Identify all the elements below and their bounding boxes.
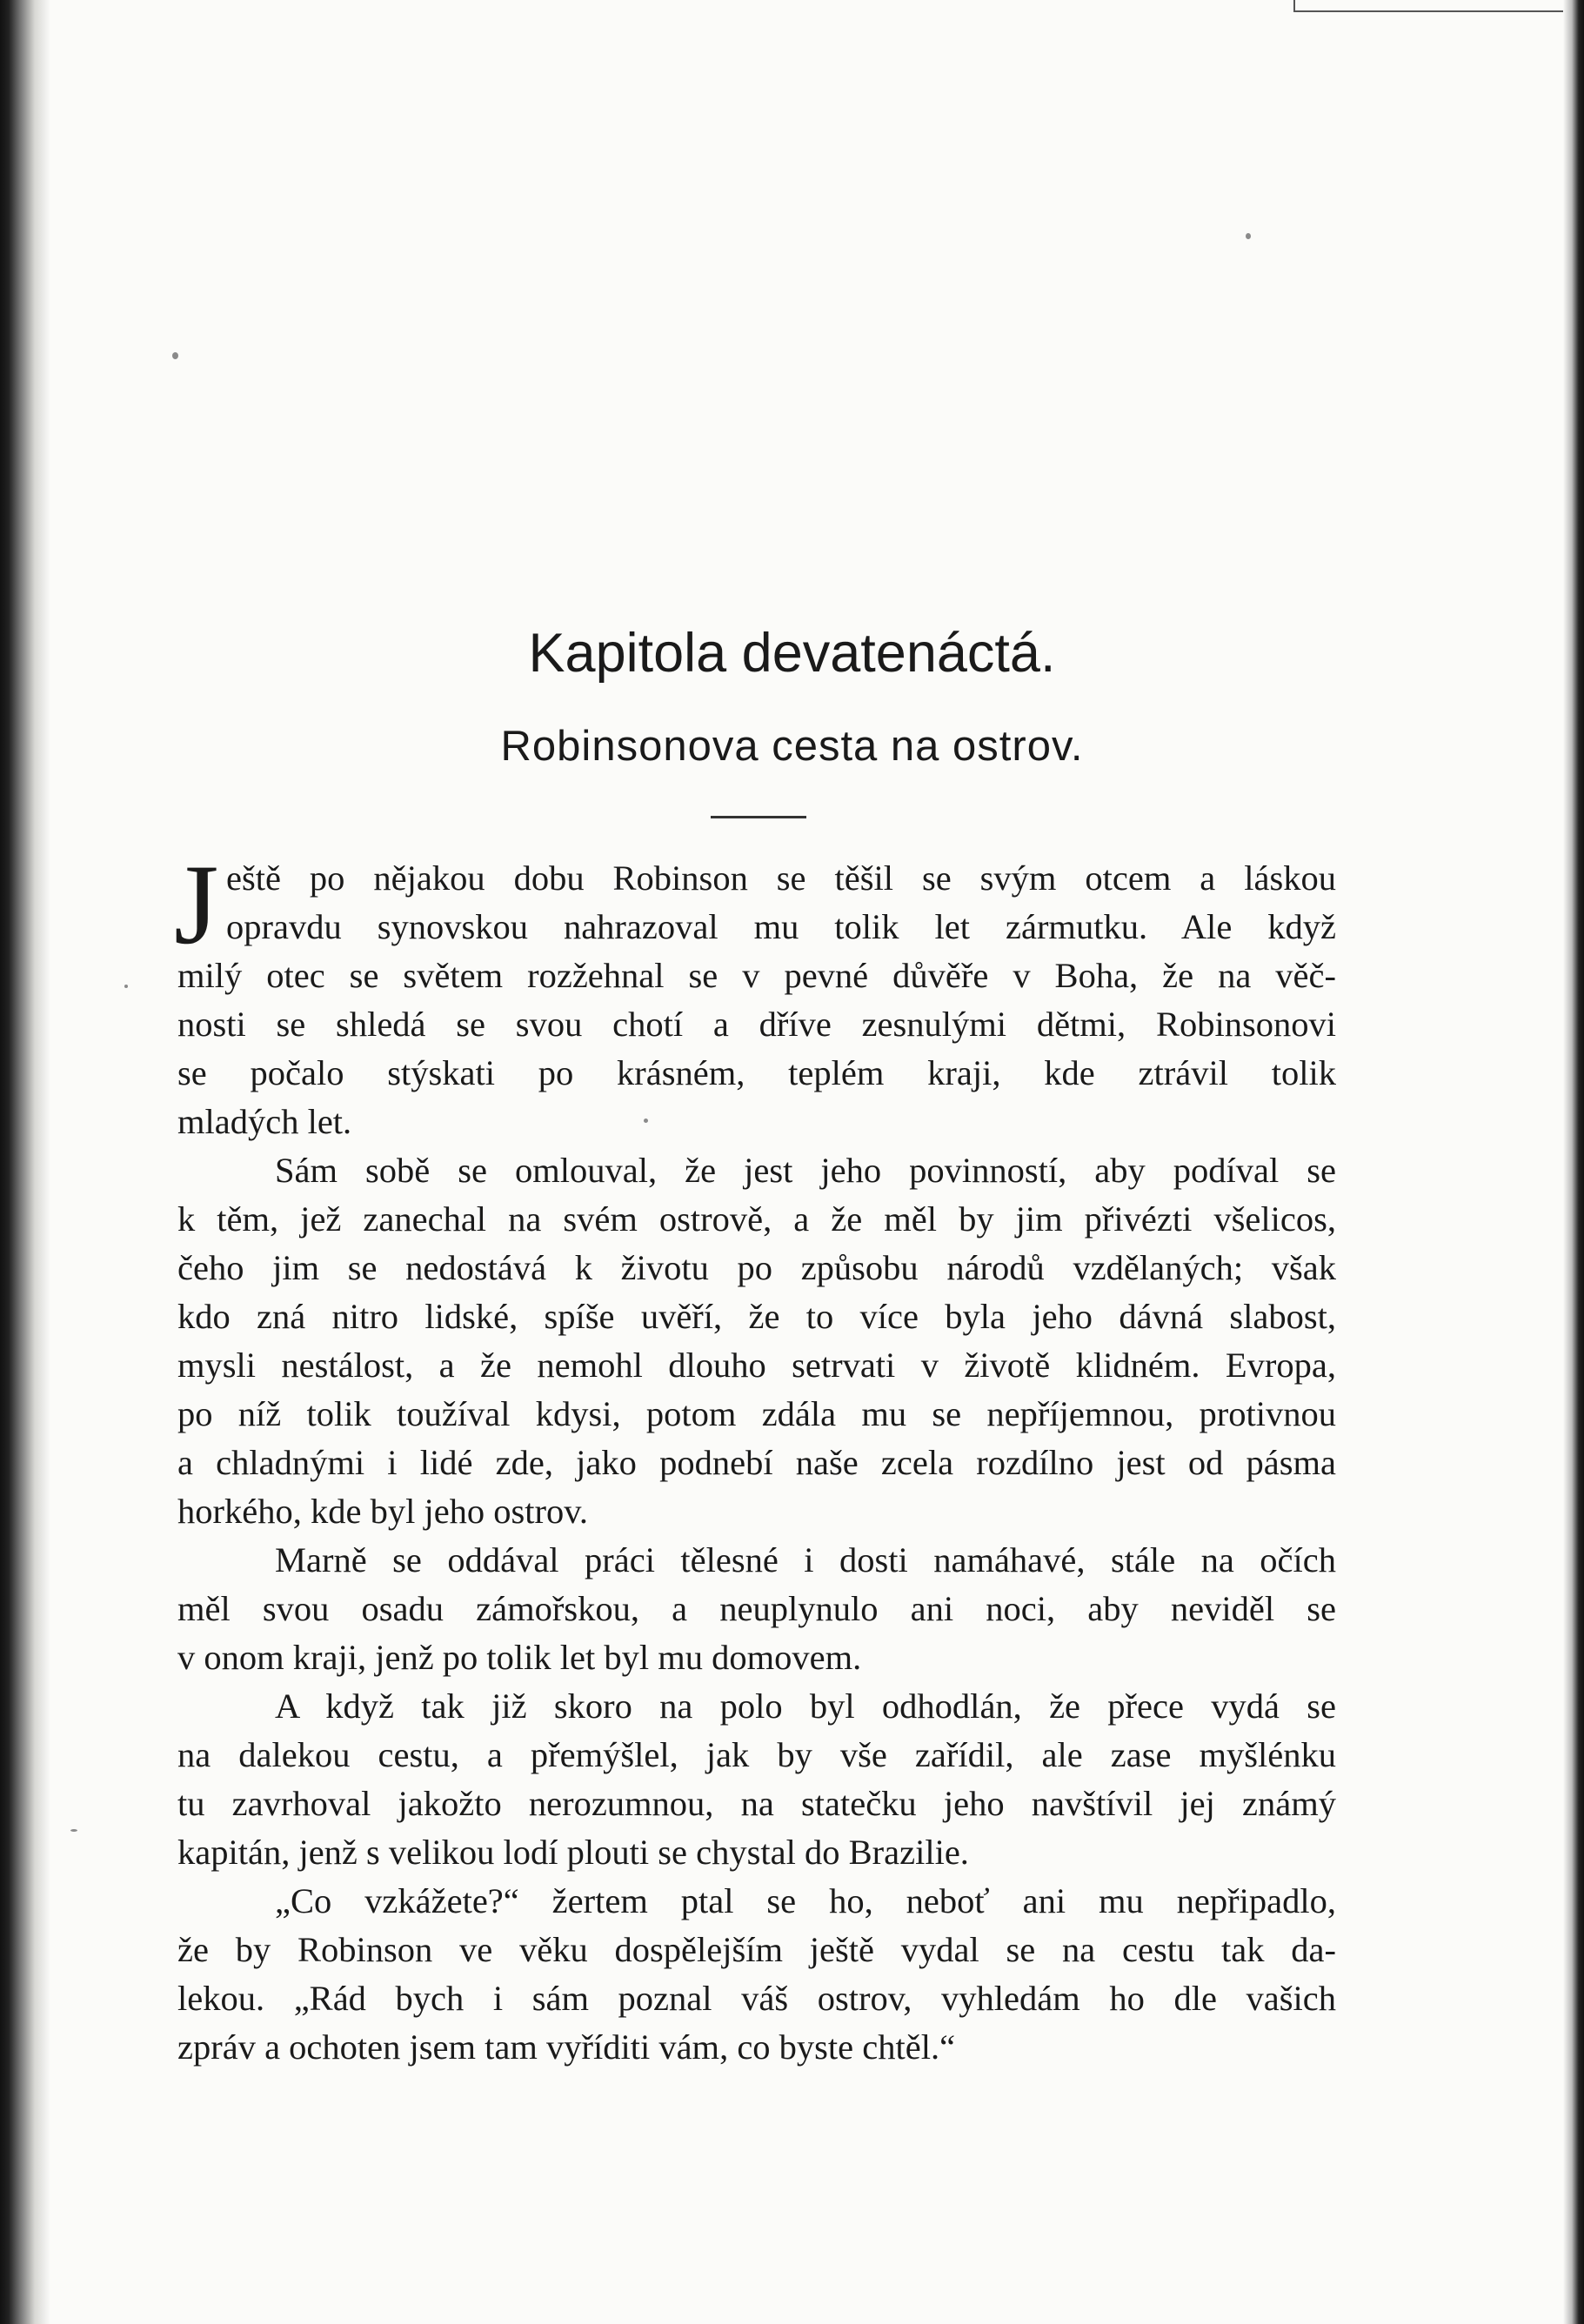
text-line: měl svou osadu zámořskou, a neuplynulo ani noci, aby neviděl se [177,1589,1336,1628]
scan-right-edge [1563,0,1584,2324]
text-line: a chladnými i lidé zde, jako podnebí naše zcela rozdílno jest od pásma [177,1443,1336,1482]
text-line: že by Robinson ve věku dospělejším ještě vydal se na cestu tak da- [177,1930,1336,1969]
text-line: Sám sobě se omlouval, že jest jeho povinností, aby podíval se [275,1151,1336,1190]
text-line: tu zavrhoval jakožto nerozumnou, na statečku jeho navštívil jej známý [177,1784,1336,1823]
text-line: „Co vzkážete?“ žertem ptal se ho, neboť ani mu nepřipadlo, [275,1881,1336,1920]
chapter-title: Kapitola devatenáctá. [528,623,1056,684]
text-line: horkého, kde byl jeho ostrov. [177,1492,589,1531]
paper-speck [172,352,178,359]
text-line: kapitán, jenž s velikou lodí plouti se chystal do Brazilie. [177,1833,969,1872]
text-line: mysli nestálost, a že nemohl dlouho setrvati v životě klidném. Evropa, [177,1346,1336,1385]
text-line: milý otec se světem rozžehnal se v pevné důvěře v Boha, že na věč- [177,956,1336,995]
text-line: na dalekou cestu, a přemýšlel, jak by vše zařídil, ale zase myšlénku [177,1735,1336,1774]
text-line: Marně se oddával práci tělesné i dosti namáhavé, stále na očích [275,1540,1336,1579]
scan-top-right-corner [1293,0,1563,12]
chapter-subtitle: Robinsonova cesta na ostrov. [500,723,1084,770]
scan-left-edge [0,0,50,2324]
text-line: opravdu synovskou nahrazoval mu tolik let zármutku. Ale když [226,907,1336,946]
text-line: lekou. „Rád bych i sám poznal váš ostrov, vyhledám ho dle vašich [177,1979,1336,2018]
text-line: čeho jim se nedostává k životu po způsobu národů vzdělaných; však [177,1248,1336,1287]
text-line: A když tak již skoro na polo byl odhodlán, že přece vydá se [275,1686,1336,1726]
paper-speck [70,1829,77,1832]
drop-cap: J [174,840,219,968]
text-line: kdo zná nitro lidské, spíše uvěří, že to více byla jeho dávná slabost, [177,1297,1336,1336]
text-line: v onom kraji, jenž po tolik let byl mu domovem. [177,1638,862,1677]
text-line: zpráv a ochoten jsem tam vyříditi vám, co byste chtěl.“ [177,2027,956,2067]
paper-speck [1246,233,1251,239]
paper-speck [124,985,128,988]
text-line: po níž tolik toužíval kdysi, potom zdála mu se nepříjemnou, protivnou [177,1394,1336,1433]
text-line: k těm, jež zanechal na svém ostrově, a že měl by jim přivézti všelicos, [177,1199,1336,1239]
title-divider [711,816,806,818]
text-line: eště po nějakou dobu Robinson se těšil se svým otcem a láskou [226,858,1336,898]
chapter-body [174,840,1336,2072]
text-line: mladých let. [177,1102,352,1141]
text-line: se počalo stýskati po krásném, teplém kraji, kde ztrávil tolik [177,1053,1336,1092]
text-line: nosti se shledá se svou chotí a dříve zesnulými dětmi, Robinsonovi [177,1005,1336,1044]
